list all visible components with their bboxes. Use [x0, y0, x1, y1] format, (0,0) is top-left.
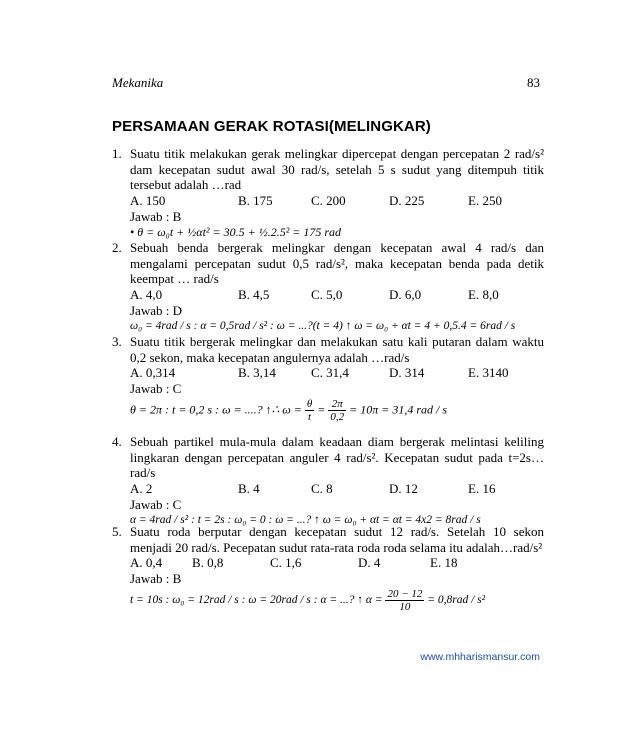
- question-number: 2.: [112, 240, 122, 255]
- option-b: B. 4,5: [238, 286, 270, 302]
- option-c: C. 1,6: [270, 555, 302, 571]
- option-e: E. 16: [468, 480, 496, 496]
- question-4: [112, 434, 544, 529]
- question-text: Suatu titik bergerak melingkar dan melakukan satu kali putaran dalam waktu 0,2 sekon, maka kecepatan angulernya adalah …rad/s: [130, 334, 544, 365]
- solution: α = 4rad / s² : t = 2s : ω₀ = 0 : ω = ...? ↑ ω = ω₀ + αt = αt = 4x2 = 8rad / s: [130, 514, 481, 527]
- question-3: [112, 334, 544, 423]
- question-text: Suatu roda berputar dengan kecepatan sudut 12 rad/s. Setelah 10 sekon menjadi 20 rad/s. Pecepatan sudut rata-rata roda roda selama itu adalah…rad/s²: [130, 524, 544, 555]
- option-b: B. 3,14: [238, 365, 276, 381]
- solution-part-a: t = 10s : ω₀ = 12rad / s : ω = 20rad / s : α = ...? ↑ α =: [130, 593, 383, 606]
- fraction-denominator: 0,2: [330, 410, 345, 423]
- fraction-theta-over-t: [305, 398, 314, 423]
- option-d: D. 6,0: [389, 286, 422, 302]
- option-d: D. 225: [389, 192, 425, 208]
- question-number: 4.: [112, 434, 122, 449]
- question-text: Sebuah benda bergerak melingkar dengan kecepatan awal 4 rad/s dan mengalami percepatan sudut 0,5 rad/s², maka kecepatan benda pada detik keempat … rad/s: [130, 240, 544, 287]
- question-5: [112, 524, 544, 613]
- option-a: A. 0,314: [130, 365, 176, 381]
- fraction-delta-omega-over-t: [385, 588, 424, 613]
- question-text: Sebuah partikel mula-mula dalam keadaan diam bergerak melintasi keliling lingkaran dengan percepatan anguler 4 rad/s². Kecepatan sudut pada t=2s…rad/s: [130, 434, 544, 481]
- options: [130, 365, 544, 381]
- page-header: [112, 75, 540, 91]
- solution: [130, 588, 544, 613]
- options: [130, 481, 544, 497]
- question-text: Suatu titik melakukan gerak melingkar dipercepat dengan percepatan 2 rad/s² dam kecepatan sudut awal 30 rad/s, setelah 5 s sudut yang ditempuh titik tersebut adalah …rad: [130, 146, 544, 193]
- question-number: 1.: [112, 146, 122, 161]
- question-number: 3.: [112, 334, 122, 349]
- solution-part-b: = 10π = 31,4 rad / s: [349, 402, 448, 417]
- answer: Jawab : C: [130, 381, 182, 397]
- fraction-numerator: 20 − 12: [387, 587, 423, 600]
- option-d: D. 314: [389, 365, 425, 381]
- solution-part-b: = 0,8rad / s²: [427, 593, 486, 606]
- question-number: 5.: [112, 524, 122, 539]
- fraction-numerator: θ: [306, 397, 313, 410]
- options: [130, 287, 544, 303]
- fraction-denominator: t: [308, 410, 312, 423]
- option-a: A. 4,0: [130, 286, 163, 302]
- fraction-2pi-over-0-2: [328, 398, 346, 423]
- option-c: C. 31,4: [311, 365, 349, 381]
- option-c: C. 5,0: [311, 286, 343, 302]
- option-b: B. 175: [238, 192, 273, 208]
- answer: Jawab : D: [130, 302, 182, 318]
- option-c: C. 8: [311, 480, 333, 496]
- option-a: A. 150: [130, 192, 166, 208]
- option-e: E. 250: [468, 192, 502, 208]
- option-b: B. 0,8: [192, 555, 224, 571]
- options: [130, 555, 544, 571]
- question-2: [112, 240, 544, 335]
- option-d: D. 12: [389, 480, 418, 496]
- section-title: PERSAMAAN GERAK ROTASI(MELINGKAR): [112, 118, 431, 135]
- option-e: E. 3140: [468, 365, 509, 381]
- footer-website-link[interactable]: www.mhharismansur.com: [420, 651, 540, 663]
- question-1: [112, 146, 544, 241]
- answer: Jawab : B: [130, 208, 182, 224]
- option-a: A. 0,4: [130, 555, 163, 571]
- header-title: Mekanika: [112, 75, 164, 90]
- solution-part-a: θ = 2π : t = 0,2 s : ω = ....? ↑∴ ω =: [130, 402, 302, 417]
- option-e: E. 18: [430, 555, 458, 571]
- options: [130, 193, 544, 209]
- option-c: C. 200: [311, 192, 346, 208]
- page-number: 83: [527, 75, 540, 90]
- solution: • θ = ω₀t + ½αt² = 30.5 + ½.2.5² = 175 rad: [130, 225, 342, 240]
- answer: Jawab : B: [130, 571, 182, 587]
- fraction-denominator: 10: [399, 600, 411, 613]
- option-b: B. 4: [238, 480, 260, 496]
- fraction-numerator: 2π: [328, 398, 346, 411]
- option-e: E. 8,0: [468, 286, 499, 302]
- solution: θ = 2π : t = 0,2 s : ω = ....? ↑∴ ω = $\frac{\theta}{t}$ = $\frac{2\pi}{0,2}$ = 10π = 31,4 rad / s: [130, 397, 448, 423]
- solution: ω₀ = 4rad / s : α = 0,5rad / s² : ω = ...?(t = 4) ↑ ω = ω₀ + αt = 4 + 0,5.4 = 6rad / s: [130, 320, 516, 333]
- option-d: D. 4: [358, 555, 381, 571]
- answer: Jawab : C: [130, 496, 182, 512]
- option-a: A. 2: [130, 480, 153, 496]
